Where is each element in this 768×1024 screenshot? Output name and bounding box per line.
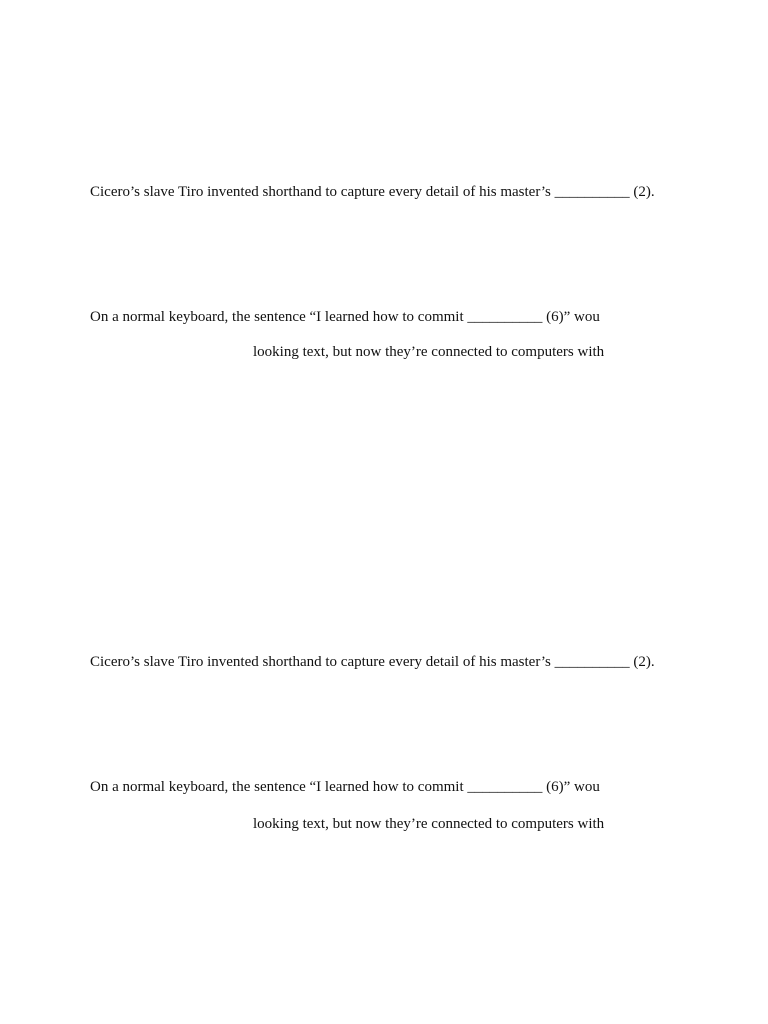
text-line-keyboard: On a normal keyboard, the sentence “I learned how to commit __________ (6)” wou — [90, 309, 600, 325]
text-line-cicero-repeat: Cicero’s slave Tiro invented shorthand to capture every detail of his master’s __________ (2). — [90, 654, 655, 670]
text-line-looking-text: looking text, but now they’re connected to computers with — [253, 344, 605, 360]
text-line-cicero: Cicero’s slave Tiro invented shorthand to capture every detail of his master’s __________ (2). — [90, 184, 655, 200]
text-line-looking-text-repeat: looking text, but now they’re connected to computers with — [253, 816, 605, 832]
text-line-keyboard-repeat: On a normal keyboard, the sentence “I learned how to commit __________ (6)” wou — [90, 779, 600, 795]
